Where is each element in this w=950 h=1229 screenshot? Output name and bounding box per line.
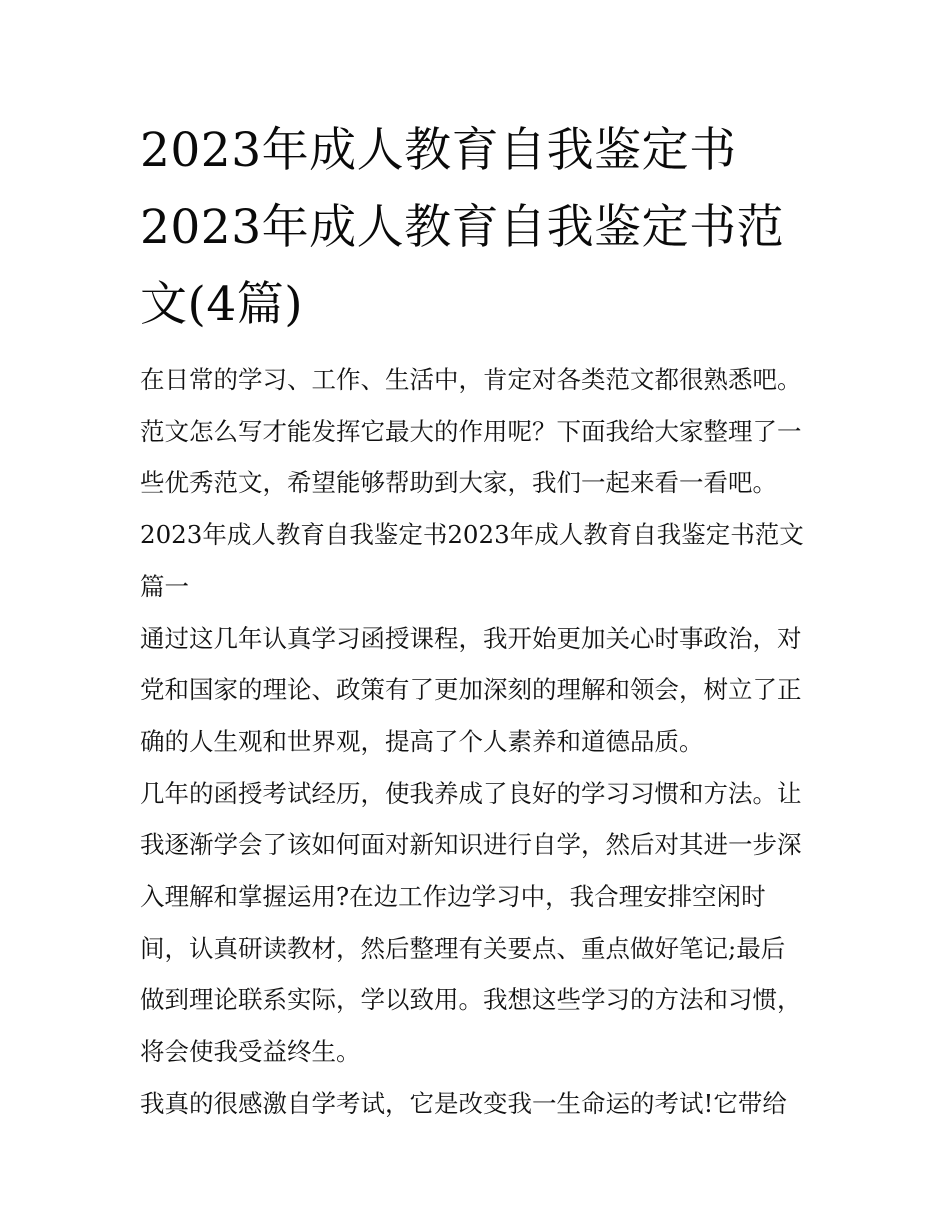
body-line: 我真的很感激自学考试，它是改变我一生命运的考试!它带给 — [140, 1088, 787, 1118]
body-line: 确的人生观和世界观，提高了个人素养和道德品质。 — [140, 726, 704, 756]
body-line: 几年的函授考试经历，使我养成了良好的学习习惯和方法。让 — [140, 778, 802, 808]
section-heading-line: 2023年成人教育自我鉴定书2023年成人教育自我鉴定书范文 — [140, 520, 804, 550]
document-title — [140, 112, 820, 343]
body-line: 入理解和掌握运用?在边工作边学习中，我合理安排空闲时 — [140, 882, 766, 912]
title-line: 2023年成人教育自我鉴定书范 — [140, 200, 785, 255]
body-line: 我逐渐学会了该如何面对新知识进行自学，然后对其进一步深 — [140, 830, 802, 860]
body-line: 在日常的学习、工作、生活中，肯定对各类范文都很熟悉吧。 — [140, 365, 802, 394]
body-line: 范文怎么写才能发挥它最大的作用呢？下面我给大家整理了一 — [140, 416, 802, 446]
title-line: 文(4篇) — [140, 277, 304, 332]
document-body — [140, 354, 820, 1130]
body-line: 些优秀范文，希望能够帮助到大家，我们一起来看一看吧。 — [140, 468, 777, 498]
body-line: 做到理论联系实际，学以致用。我想这些学习的方法和习惯， — [140, 985, 802, 1015]
body-line: 通过这几年认真学习函授课程，我开始更加关心时事政治，对 — [140, 623, 802, 653]
body-line: 间，认真研读教材，然后整理有关要点、重点做好笔记;最后 — [140, 933, 786, 963]
body-line: 将会使我受益终生。 — [140, 1037, 361, 1067]
body-line: 党和国家的理论、政策有了更加深刻的理解和领会，树立了正 — [140, 675, 802, 705]
title-line: 2023年成人教育自我鉴定书 — [140, 123, 737, 178]
section-heading-line: 篇一 — [140, 571, 189, 601]
